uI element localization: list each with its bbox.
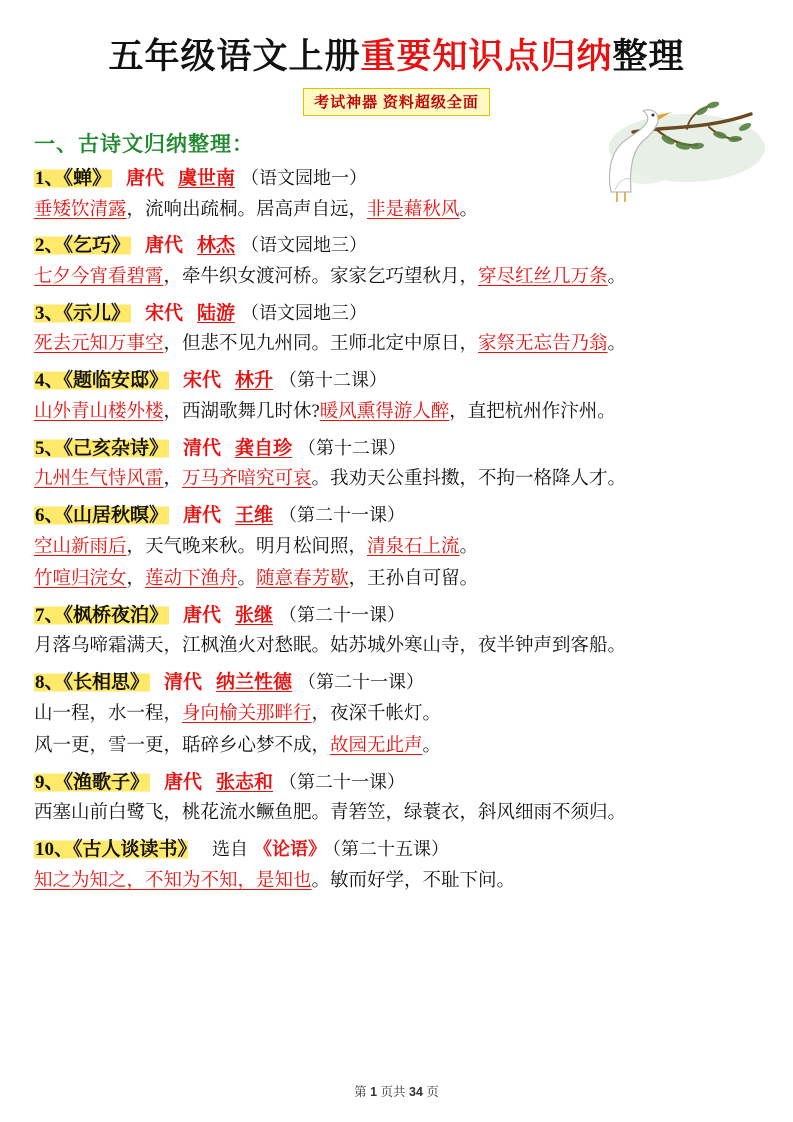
- poem-text: 。: [422, 735, 442, 756]
- poem-dynasty: 唐代: [183, 505, 222, 527]
- poem-author: 龚自珍: [235, 437, 293, 459]
- poem-header: [34, 836, 759, 865]
- poem-line: [34, 700, 759, 730]
- poem-source: （第二十一课）: [279, 505, 406, 526]
- poem-title-highlight: 8、《长相思》: [35, 672, 150, 694]
- poem-title-highlight: 6、《山居秋暝》: [35, 505, 169, 527]
- poem-source-prefix: 选自: [194, 839, 249, 860]
- poem-text: 风一更，雪一更，聒碎乡心梦不成，: [34, 735, 331, 756]
- subtitle-badge: 考试神器 资料超级全面: [303, 88, 490, 116]
- poem-text: 西塞山前白鹭飞，桃花流水鳜鱼肥。青箬笠，绿蓑衣，斜风细雨不须归。: [34, 803, 627, 824]
- title-part-3: 整理: [612, 37, 685, 76]
- page-title: [34, 36, 759, 78]
- poem-entry: [34, 435, 759, 495]
- poem-entry: [34, 669, 759, 761]
- poem-source: （第二十一课）: [279, 604, 406, 625]
- poem-key-phrase: 垂矮饮清露: [34, 199, 127, 220]
- poem-text: 月落乌啼霜满天，江枫渔火对愁眠。姑苏城外寒山寺，夜半钟声到客船。: [34, 636, 627, 657]
- poem-source: （第二十五课）: [332, 839, 450, 860]
- poem-source: （第十二课）: [279, 370, 388, 391]
- poem-title-highlight: 3、《示儿》: [35, 302, 131, 324]
- poem-source: （语文园地一）: [241, 168, 368, 188]
- poem-source: （第二十一课）: [298, 672, 425, 693]
- poem-header: [34, 232, 759, 261]
- poem-text: 。: [459, 199, 479, 220]
- poem-text: ，牵牛织女渡河桥。家家乞巧望秋月，: [163, 266, 479, 287]
- poem-line: [34, 533, 759, 563]
- poem-header: [34, 669, 759, 698]
- poem-text: ，西湖歌舞几时休?: [163, 401, 320, 422]
- poem-text: ，: [163, 469, 183, 490]
- poem-key-phrase: 暖风熏得游人醉: [319, 401, 450, 422]
- page-footer: [0, 1082, 793, 1100]
- poem-header: [34, 435, 759, 464]
- poem-author: 张志和: [216, 771, 274, 793]
- poem-dynasty: 唐代: [126, 168, 165, 189]
- poem-text: ，天气晚来秋。明月松间照，: [126, 536, 368, 557]
- poem-author: 林杰: [197, 235, 236, 257]
- poem-line: [34, 732, 759, 762]
- title-part-2: 重要知识点归纳: [360, 37, 613, 76]
- poem-line: [34, 632, 759, 662]
- poem-header: [34, 769, 759, 798]
- poem-key-phrase: 山外青山楼外楼: [34, 401, 164, 422]
- footer-mid: 页共: [380, 1085, 406, 1099]
- section-heading: 一、古诗文归纳整理：: [34, 132, 254, 156]
- poem-entry: [34, 300, 759, 360]
- footer-prefix: 第: [354, 1085, 367, 1099]
- poem-title-highlight: 10、《古人谈读书》: [35, 839, 188, 861]
- poem-line: [34, 565, 759, 595]
- poem-key-phrase: 万马齐喑究可哀: [182, 469, 312, 490]
- poem-source: （第十二课）: [298, 437, 407, 458]
- poem-title-highlight: 5、《己亥杂诗》: [35, 437, 169, 459]
- poem-key-phrase: 随意春芳歇: [256, 568, 349, 589]
- poem-author: 纳兰性德: [216, 672, 293, 694]
- poem-author: 张继: [235, 604, 274, 626]
- poem-key-phrase: 穿尽红丝几万条: [478, 266, 608, 287]
- poem-text: ，夜深千帐灯。: [311, 703, 442, 724]
- poem-dynasty: 唐代: [183, 604, 222, 626]
- poem-line: [34, 196, 759, 226]
- title-part-1: 五年级语文上册: [108, 37, 361, 76]
- footer-suffix: 页: [426, 1085, 439, 1099]
- poem-title-highlight: 9、《渔歌子》: [35, 771, 150, 793]
- poem-key-phrase: 知之为知之，不知为不知，是知也: [34, 870, 312, 891]
- poem-text: 。: [607, 334, 627, 355]
- poem-author: 虞世南: [178, 168, 236, 189]
- poem-entry: [34, 602, 759, 662]
- poem-key-phrase: 莲动下渔舟: [145, 568, 238, 589]
- poem-text: ，但悲不见九州同。王师北定中原日，: [163, 334, 479, 355]
- poem-source: （语文园地三）: [241, 235, 368, 256]
- poem-text: 。我劝天公重抖擞，不拘一格降人才。: [311, 469, 627, 490]
- poem-text: 。: [237, 568, 257, 589]
- poem-text: 。: [607, 266, 627, 287]
- poem-header: [34, 502, 759, 531]
- poem-key-phrase: 非是藉秋风: [367, 199, 460, 220]
- poem-author: 林升: [235, 370, 274, 392]
- poem-title-highlight: 1、《蝉》: [35, 168, 112, 189]
- poem-entry: [34, 836, 759, 896]
- poem-line: [34, 398, 759, 428]
- poem-key-phrase: 故园无此声: [330, 735, 423, 756]
- poem-entry: [34, 367, 759, 427]
- poem-author: 陆游: [197, 302, 236, 324]
- poem-line: [34, 465, 759, 495]
- poem-key-phrase: 竹喧归浣女: [34, 568, 127, 589]
- poem-text: ，王孙自可留。: [348, 568, 479, 589]
- poem-key-phrase: 身向榆关那畔行: [182, 703, 312, 724]
- poem-entry: [34, 502, 759, 594]
- poem-text: 山一程，水一程，: [34, 703, 183, 724]
- poem-key-phrase: 清泉石上流: [367, 536, 460, 557]
- poem-title-highlight: 4、《题临安邸》: [35, 370, 169, 392]
- poem-key-phrase: 家祭无忘告乃翁: [478, 334, 608, 355]
- poem-line: [34, 799, 759, 829]
- poem-text: ，直把杭州作汴州。: [449, 401, 616, 422]
- footer-total-pages: 34: [409, 1085, 423, 1099]
- poem-source: （语文园地三）: [241, 302, 368, 323]
- poem-dynasty: 清代: [183, 437, 222, 459]
- poem-dynasty: 宋代: [145, 302, 184, 324]
- poem-text: 。: [459, 536, 479, 557]
- poem-author: 王维: [235, 505, 274, 527]
- subtitle-container: [34, 88, 759, 116]
- poem-dynasty: 清代: [164, 672, 203, 694]
- poem-text: 。敏而好学，不耻下问。: [311, 870, 516, 891]
- poem-dynasty: 唐代: [145, 235, 184, 257]
- poem-title-highlight: 7、《枫桥夜泊》: [35, 604, 169, 626]
- poem-source: （第二十一课）: [279, 771, 406, 792]
- poem-header: [34, 300, 759, 329]
- poem-key-phrase: 七夕今宵看碧霄: [34, 266, 164, 287]
- poem-dynasty: 宋代: [183, 370, 222, 392]
- poem-entry: [34, 232, 759, 292]
- poem-entry: [34, 165, 759, 225]
- poem-key-phrase: 死去元知万事空: [34, 334, 164, 355]
- poem-title-highlight: 2、《乞巧》: [35, 235, 131, 257]
- poem-text: ，: [126, 568, 146, 589]
- poem-line: [34, 867, 759, 897]
- poem-entry: [34, 769, 759, 829]
- poem-key-phrase: 九州生气恃风雷: [34, 469, 164, 490]
- poem-source-book: 《论语》: [254, 839, 327, 860]
- poem-dynasty: 唐代: [164, 771, 203, 793]
- poem-line: [34, 330, 759, 360]
- poem-header: [34, 367, 759, 396]
- poem-key-phrase: 空山新雨后: [34, 536, 127, 557]
- poem-list: [34, 165, 759, 897]
- poem-text: ，流响出疏桐。居高声自远，: [126, 199, 368, 220]
- footer-page-number: 1: [370, 1085, 378, 1099]
- poem-header: [34, 602, 759, 631]
- poem-header: [34, 165, 759, 194]
- poem-line: [34, 263, 759, 293]
